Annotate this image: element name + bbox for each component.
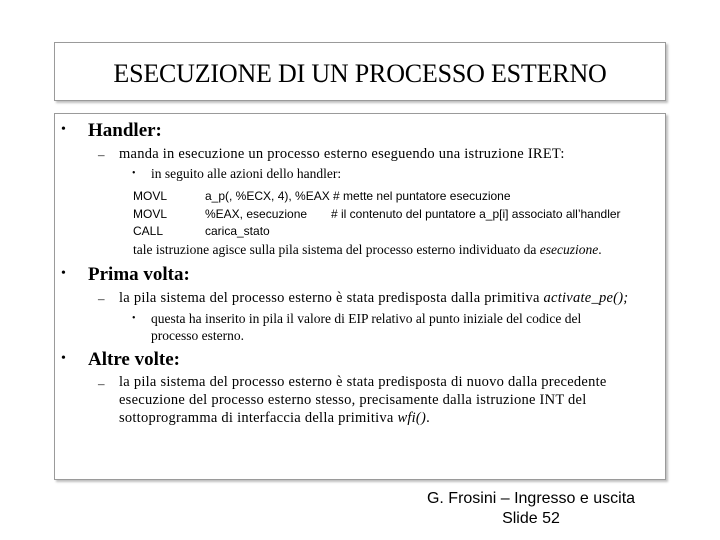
slide-title: ESECUZIONE DI UN PROCESSO ESTERNO [113, 59, 607, 88]
other-line-3-text: sottoprogramma di interfaccia della primitiva [119, 410, 398, 426]
heading-handler: Handler: [88, 120, 162, 141]
handler-note-text: tale istruzione agisce sulla pila sistema del processo esterno individuato da [133, 242, 540, 257]
sub-bullet-handler: • [132, 168, 136, 179]
handler-sub-line: in seguito alle azioni dello handler: [151, 166, 342, 181]
footer-slide-number: Slide 52 [502, 510, 560, 527]
other-line-3 [119, 410, 430, 427]
footer-author: G. Frosini – Ingresso e uscita [426, 490, 636, 507]
other-line-1: la pila sistema del processo esterno è stata predisposta di nuovo dalla precedente [119, 374, 607, 390]
first-line-italic: activate_pe(); [543, 290, 629, 306]
bullet-handler: • [61, 122, 66, 137]
code-op-1: MOVL [133, 189, 168, 203]
sub-bullet-first: • [132, 313, 136, 324]
code-comment-2: # il contenuto del puntatore a_p[i] associato all’handler [331, 207, 621, 221]
bullet-first: • [61, 266, 66, 281]
other-line-3-italic: wfi() [397, 410, 427, 426]
dash-first: – [98, 291, 105, 306]
heading-other: Altre volte: [88, 349, 180, 370]
handler-note-italic: esecuzione [539, 242, 599, 257]
dash-other: – [98, 376, 105, 391]
handler-note-end: . [598, 242, 602, 257]
first-sub-line-1: questa ha inserito in pila il valore di EIP relativo al punto iniziale del codice del [151, 311, 582, 326]
other-line-2: esecuzione del processo esterno stesso, precisamente dalla istruzione INT del [119, 392, 587, 408]
code-args-2: %EAX, esecuzione [205, 207, 308, 221]
code-args-1: a_p(, %ECX, 4), %EAX # mette nel puntatore esecuzione [205, 189, 511, 203]
code-op-3: CALL [133, 224, 164, 238]
first-line [119, 290, 628, 307]
code-op-2: MOVL [133, 207, 168, 221]
title-box [54, 42, 666, 101]
dash-handler: – [98, 147, 105, 162]
other-line-3-end: . [426, 410, 430, 426]
handler-note [133, 242, 602, 258]
first-sub-line-2: processo esterno. [151, 328, 244, 343]
code-args-3: carica_stato [205, 224, 270, 238]
first-line-text: la pila sistema del processo esterno è stata predisposta dalla primitiva [119, 290, 544, 306]
handler-line: manda in esecuzione un processo esterno eseguendo una istruzione IRET: [119, 146, 565, 162]
bullet-other: • [61, 351, 66, 366]
heading-first: Prima volta: [88, 264, 190, 285]
